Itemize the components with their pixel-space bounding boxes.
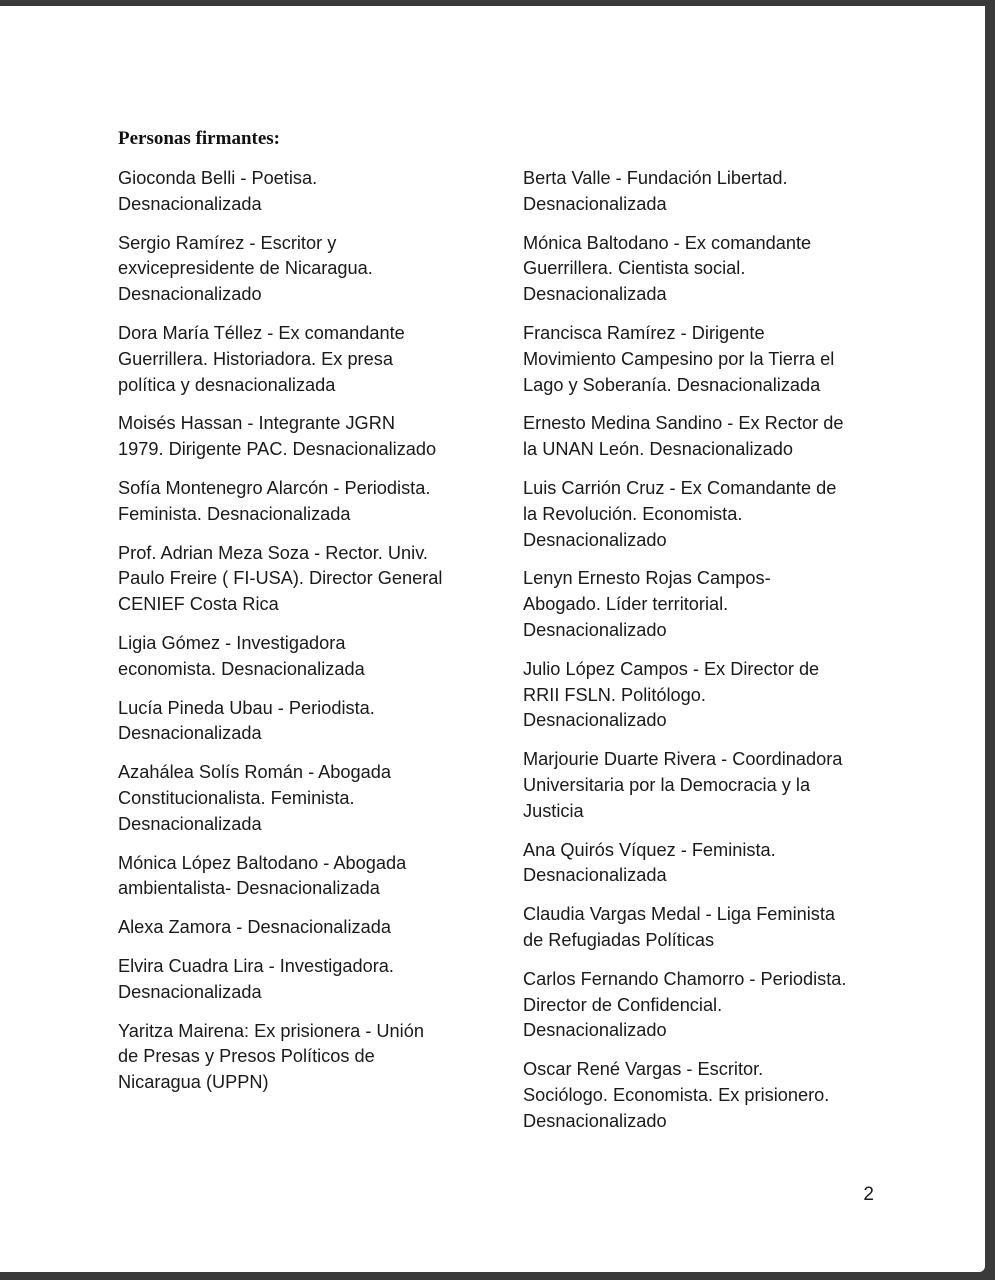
signatory-entry: Yaritza Mairena: Ex prisionera - Unión de Presas y Presos Políticos de Nicaragua (UPPN)	[118, 1020, 424, 1093]
signatory-entry: Oscar René Vargas - Escritor. Sociólogo. Economista. Ex prisionero. Desnacionalizado	[523, 1059, 830, 1131]
signatory-entry: Sergio Ramírez - Escritor y exvicepresidente de Nicaragua. Desnacionalizado	[118, 232, 373, 305]
signatory-entry: Azahálea Solís Román - Abogada Constitucionalista. Feminista. Desnacionalizada	[118, 762, 391, 834]
signatory-entry: Prof. Adrian Meza Soza - Rector. Univ. Paulo Freire ( FI-USA). Director General CENIEF Costa Rica	[118, 542, 443, 615]
signatory-entry: Julio López Campos - Ex Director de RRII FSLN. Politólogo. Desnacionalizado	[523, 658, 820, 731]
signatory-entry: Elvira Cuadra Lira - Investigadora. Desnacionalizada	[118, 955, 394, 1002]
section-heading: Personas firmantes:	[118, 128, 280, 149]
page-number: 2	[863, 1184, 874, 1205]
signatory-entry: Moisés Hassan - Integrante JGRN 1979. Dirigente PAC. Desnacionalizado	[118, 413, 437, 460]
signatory-entry: Francisca Ramírez - Dirigente Movimiento Campesino por la Tierra el Lago y Soberanía. Desnacionalizada	[523, 322, 835, 395]
signatory-entry: Gioconda Belli - Poetisa. Desnacionalizada	[118, 168, 318, 214]
signatory-entry: Mónica López Baltodano - Abogada ambientalista- Desnacionalizada	[118, 852, 407, 899]
signatory-entry: Ana Quirós Víquez - Feminista. Desnacionalizada	[523, 839, 776, 886]
signatory-entry: Dora María Téllez - Ex comandante Guerrillera. Historiadora. Ex presa política y desnacionalizada	[118, 322, 405, 395]
document-page	[0, 6, 985, 1272]
signatory-entry: Berta Valle - Fundación Libertad. Desnacionalizada	[523, 168, 788, 214]
signatory-entry: Marjourie Duarte Rivera - Coordinadora Universitaria por la Democracia y la Justicia	[523, 749, 843, 821]
signatory-entry: Ligia Gómez - Investigadora economista. Desnacionalizada	[118, 632, 365, 679]
signatory-entry: Sofía Montenegro Alarcón - Periodista. Feminista. Desnacionalizada	[118, 477, 431, 524]
signatory-entry: Mónica Baltodano - Ex comandante Guerrillera. Cientista social. Desnacionalizada	[523, 232, 812, 305]
signatory-entry: Claudia Vargas Medal - Liga Feminista de Refugiadas Políticas	[523, 904, 836, 950]
signatories-right-column	[523, 166, 885, 1148]
signatory-entry: Alexa Zamora - Desnacionalizada	[118, 917, 391, 938]
signatories-left-column	[118, 166, 478, 1109]
signatory-entry: Luis Carrión Cruz - Ex Comandante de la Revolución. Economista. Desnacionalizado	[523, 477, 837, 550]
signatory-entry: Lenyn Ernesto Rojas Campos- Abogado. Líder territorial. Desnacionalizado	[523, 568, 771, 640]
signatory-entry: Lucía Pineda Ubau - Periodista. Desnacionalizada	[118, 697, 375, 744]
signatory-entry: Carlos Fernando Chamorro - Periodista. Director de Confidencial. Desnacionalizado	[523, 968, 847, 1041]
signatory-entry: Ernesto Medina Sandino - Ex Rector de la UNAN León. Desnacionalizado	[523, 413, 844, 460]
